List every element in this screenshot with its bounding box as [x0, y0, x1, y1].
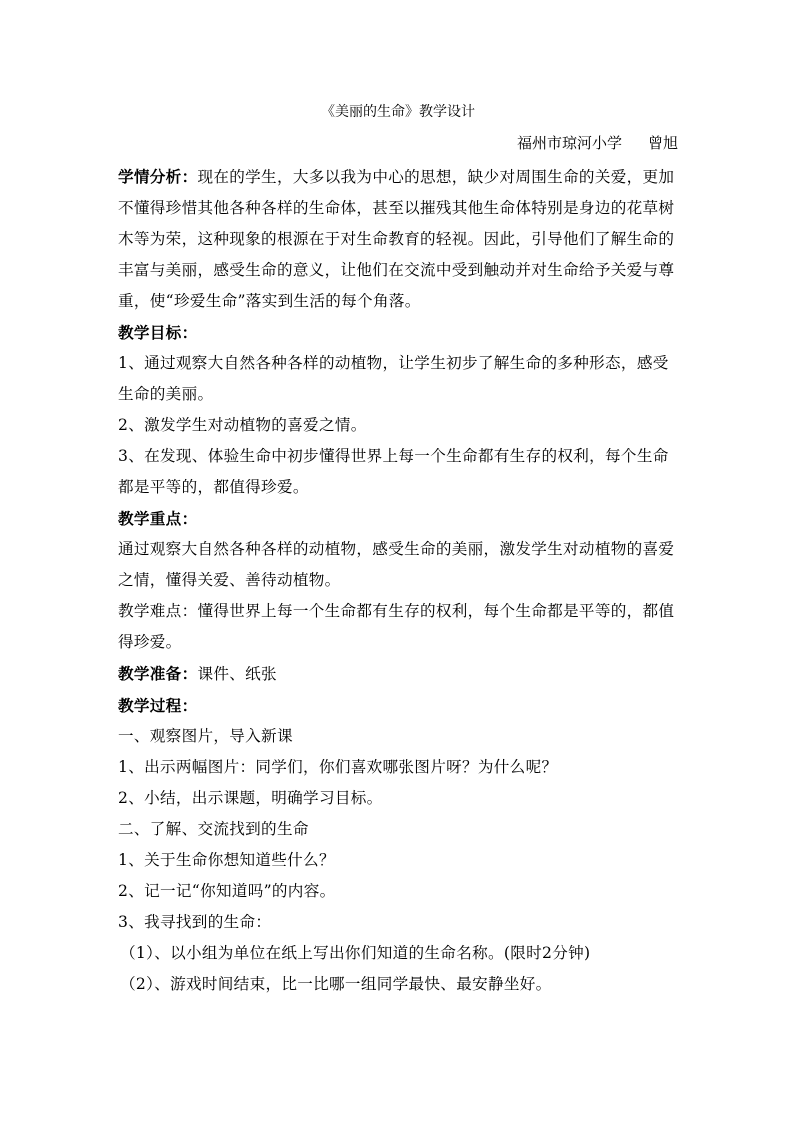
goals-heading: 教学目标：: [118, 323, 198, 342]
goal-item: 2、激发学生对动植物的喜爱之情。: [118, 416, 367, 434]
process-line: 2、记一记“你知道吗”的内容。: [118, 882, 336, 900]
goal-item: 1、通过观察大自然各种各样的动植物，让学生初步了解生命的多种形态，感受生命的美丽。: [118, 354, 669, 403]
document-body: [118, 161, 678, 1000]
analysis-paragraph: [118, 161, 678, 317]
analysis-heading: 学情分析：: [118, 167, 198, 186]
key-points-text: 通过观察大自然各种各样的动植物，感受生命的美丽，激发学生对动植物的喜爱之情，懂得关爱、善待动植物。: [118, 540, 675, 589]
author-line: [517, 133, 678, 153]
document-title: 《美丽的生命》教学设计: [321, 104, 475, 120]
process-line: 1、关于生命你想知道些什么？: [118, 851, 335, 869]
process-line: （1）、以小组为单位在纸上写出你们知道的生命名称。(限时2分钟): [120, 944, 591, 962]
process-line: 二、了解、交流找到的生命: [118, 820, 309, 838]
difficulty-text: 教学难点：懂得世界上每一个生命都有生存的权利，每个生命都是平等的，都值得珍爱。: [118, 602, 675, 651]
goal-item: 3、在发现、体验生命中初步懂得世界上每一个生命都有生存的权利，每个生命都是平等的，都值得珍爱。: [118, 447, 669, 496]
process-line: 一、观察图片，导入新课: [118, 727, 293, 745]
key-points-heading: 教学重点：: [118, 509, 198, 528]
process-line: 2、小结，出示课题，明确学习目标。: [118, 789, 383, 807]
process-heading: 教学过程：: [118, 696, 198, 715]
author-name: 曾旭: [647, 134, 678, 152]
process-line: 3、我寻找到的生命：: [118, 913, 272, 931]
author-school: 福州市琼河小学: [516, 134, 622, 152]
process-line: （2）、游戏时间结束，比一比哪一组同学最快、最安静坐好。: [120, 975, 552, 993]
process-line: 1、出示两幅图片：同学们，你们喜欢哪张图片呀？为什么呢？: [118, 758, 558, 776]
analysis-text: 现在的学生，大多以我为中心的思想，缺少对周围生命的关爱，更加不懂得珍惜其他各种各样的生命体，甚至以摧残其他生命体特别是身边的花草树木等为荣，这种现象的根源在于对生命教育的轻视。因此，引导他们了解生命的丰富与美丽，感受生命的意义，让他们在交流中受到触动并对生命给予关爱与尊重，使“珍爱生命”落实到生活的每个角落。: [118, 168, 675, 310]
prep-text: 课件、纸张: [197, 665, 277, 683]
prep-paragraph: [118, 658, 678, 690]
prep-heading: 教学准备：: [118, 664, 198, 683]
